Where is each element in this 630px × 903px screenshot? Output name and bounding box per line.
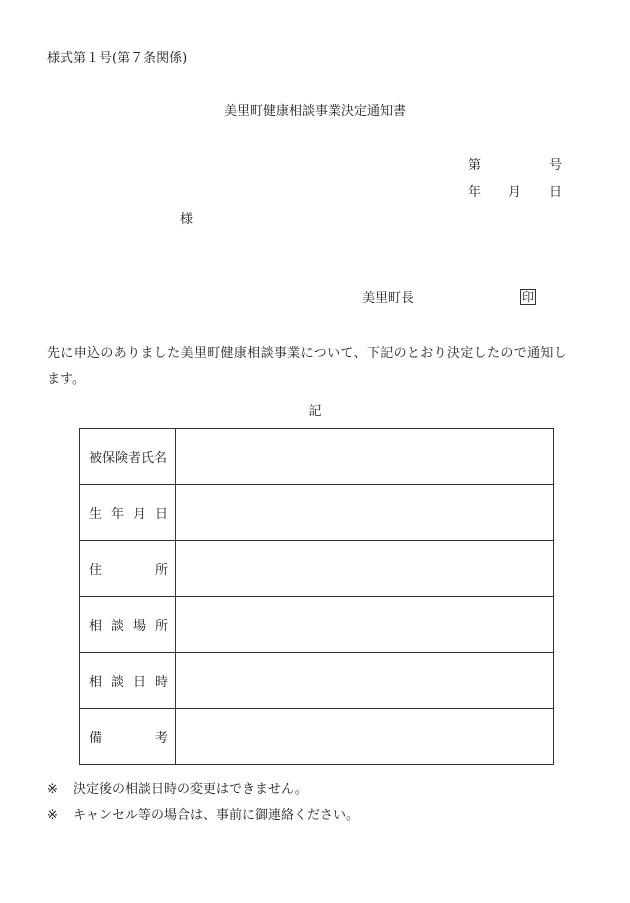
label-char: 時 <box>154 675 168 690</box>
issuer-name: 美里町長 <box>362 291 415 306</box>
birthdate-label <box>89 503 168 522</box>
row-label-cell <box>80 653 176 709</box>
consultation-place-value <box>176 597 554 653</box>
note-item <box>47 783 308 796</box>
table-row <box>80 429 554 485</box>
document-title: 美里町健康相談事業決定通知書 <box>223 104 406 119</box>
label-char: 考 <box>154 731 168 746</box>
consultation-datetime-label <box>89 671 168 690</box>
address-label <box>89 559 168 578</box>
insured-name-label: 被保険者氏名 <box>89 451 168 466</box>
section-marker: 記 <box>308 404 322 419</box>
birthdate-value <box>176 485 554 541</box>
table-row <box>80 597 554 653</box>
remarks-value <box>176 709 554 765</box>
table-row <box>80 709 554 765</box>
label-char: 日 <box>154 507 168 522</box>
recipient-honorific: 様 <box>180 212 194 227</box>
label-char: 住 <box>89 563 103 578</box>
consultation-place-label <box>89 615 168 634</box>
note-mark: ※ <box>47 782 58 797</box>
note-mark: ※ <box>47 808 58 823</box>
label-char: 所 <box>154 563 168 578</box>
seal-mark: 印 <box>522 290 535 304</box>
table-row <box>80 653 554 709</box>
form-number: 様式第１号(第７条関係) <box>47 51 188 66</box>
row-label-cell <box>80 541 176 597</box>
body-text-line-2: ます。 <box>47 372 85 387</box>
insured-name-value <box>176 429 554 485</box>
address-value <box>176 541 554 597</box>
label-char: 生 <box>89 507 103 522</box>
table-row <box>80 485 554 541</box>
remarks-label <box>89 727 168 746</box>
note-item <box>47 809 359 822</box>
row-label-cell <box>80 597 176 653</box>
row-label-cell <box>80 429 176 485</box>
label-char: 月 <box>132 507 146 522</box>
label-char: 所 <box>154 619 168 634</box>
label-char: 相 <box>89 675 103 690</box>
label-char: 談 <box>110 619 124 634</box>
record-table <box>79 428 554 765</box>
note-text: 決定後の相談日時の変更はできません。 <box>73 782 308 797</box>
body-text-line-1: 先に申込のありました美里町健康相談事業について、下記のとおり決定したので通知し <box>47 346 568 361</box>
row-label-cell <box>80 709 176 765</box>
consultation-datetime-value <box>176 653 554 709</box>
label-char: 年 <box>110 507 124 522</box>
reference-number-prefix: 第 <box>468 158 482 173</box>
note-text: キャンセル等の場合は、事前に御連絡ください。 <box>73 808 360 823</box>
date-month-label: 月 <box>508 185 522 200</box>
label-char: 談 <box>110 675 124 690</box>
date-day-label: 日 <box>549 185 563 200</box>
label-char: 相 <box>89 619 103 634</box>
reference-number-suffix: 号 <box>549 158 563 173</box>
date-year-label: 年 <box>468 185 482 200</box>
label-char: 備 <box>89 731 103 746</box>
label-char: 日 <box>132 675 146 690</box>
label-char: 場 <box>132 619 146 634</box>
row-label-cell <box>80 485 176 541</box>
table-row <box>80 541 554 597</box>
